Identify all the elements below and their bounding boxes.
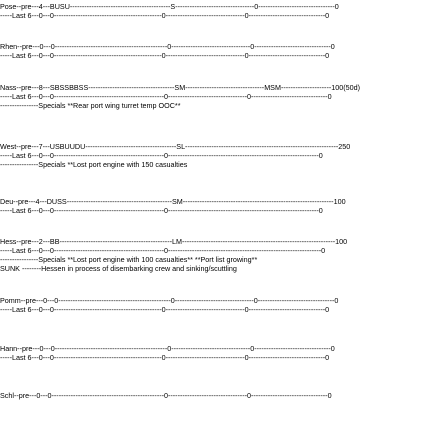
row-hann-pre: Hann--pre---0---0-----------------------------------------------0---------------------------------0--------------------------------0 <box>0 344 335 353</box>
row-pomm-pre: Pomm--pre---0---0-----------------------------------------------0---------------------------------0--------------------------------0 <box>0 296 339 305</box>
row-hann-last6: -----Last 6---0---0---------------------------------------------0---------------------------------0--------------------------------0 <box>0 353 330 362</box>
row-west-last6: -----Last 6---0---0----------------------------------------------0---------------------------------------------------------------0 <box>0 151 323 160</box>
row-west-pre: West--pre---7---USBUUDU--------------------------------------SL----------------------------------------------------------------250 <box>0 142 351 151</box>
row-hess-sunk: SUNK --------Hessen in process of disembarking crew and sinking/scuttling <box>0 264 237 273</box>
row-deu-pre: Deu--pre---4---DUSS--------------------------------------------SM---------------------------------------------------------------100 <box>0 197 346 206</box>
row-schl-pre: Schl--pre---0---0-----------------------------------------------0---------------------------------0--------------------------------0 <box>0 391 332 400</box>
row-nass-specials: ----------------Specials **Rear port wing turret temp OOC** <box>0 101 181 110</box>
row-nass-pre: Nass--pre---8---SBSSBBSS------------------------------------SM---------------------------------MSM---------------------100(50d) <box>0 83 360 92</box>
row-hess-pre: Hess--pre---2---BB-----------------------------------------------LM----------------------------------------------------------------100 <box>0 237 348 246</box>
row-hess-specials: ----------------Specials **Lost port engine with 100 casualties** **Port list growing** <box>0 255 258 264</box>
row-rhen-last6: -----Last 6---0---0---------------------------------------------0---------------------------------0--------------------------------0 <box>0 51 330 60</box>
row-pomm-last6: -----Last 6---0---0---------------------------------------------0---------------------------------0--------------------------------0 <box>0 305 330 314</box>
row-deu-last6: -----Last 6---0---0----------------------------------------------0---------------------------------------------------------------0 <box>0 206 323 215</box>
row-pose-last6: -----Last 6---0---0---------------------------------------------0---------------------------------0--------------------------------0 <box>0 11 330 20</box>
row-rhen-pre: Rhen--pre---0---0-----------------------------------------------0---------------------------------0--------------------------------0 <box>0 42 335 51</box>
row-west-specials: ----------------Specials **Lost port engine with 150 casualties <box>0 160 188 169</box>
row-pose-pre: Pose--pre---4---BUSU------------------------------------------S---------------------------------0--------------------------------0 <box>0 2 339 11</box>
row-hess-last6: -----Last 6---0---0----------------------------------------------0----------------------------------------------------------------0 <box>0 246 326 255</box>
row-nass-last6: -----Last 6---0---0----------------------------------------------0---------------------------------0--------------------------------0 <box>0 92 332 101</box>
